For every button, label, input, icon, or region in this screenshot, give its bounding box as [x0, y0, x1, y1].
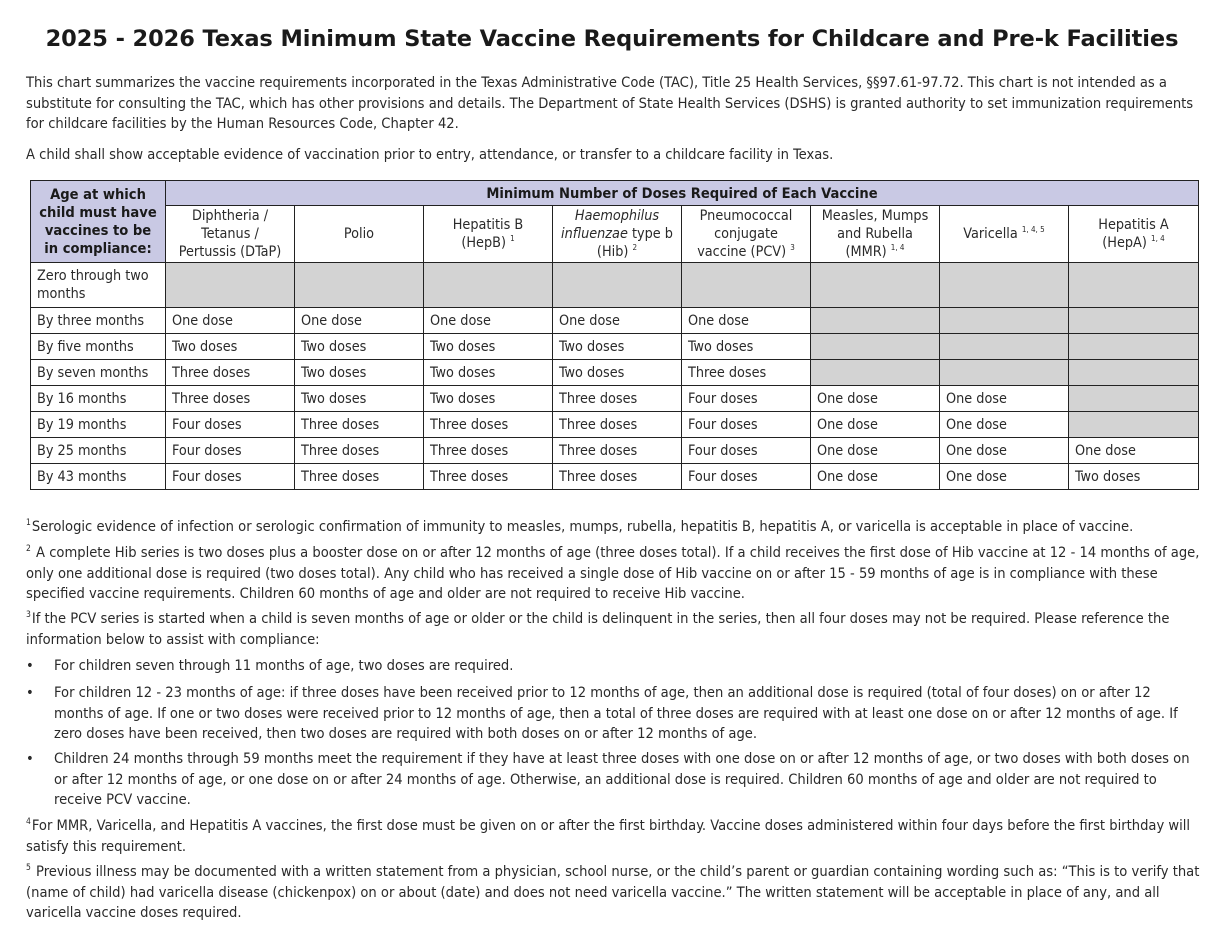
dose-cell: One dose — [940, 464, 1069, 490]
dose-cell: Three doses — [424, 412, 553, 438]
dose-cell: One dose — [166, 308, 295, 334]
footnote-text: For MMR, Varicella, and Hepatitis A vaccines, the first dose must be given on or after the first birthday. Vaccine doses administered within four days before the first birthday will satisfy this requirement. — [26, 817, 1191, 855]
footnote-number: 2 — [26, 544, 31, 555]
dose-cell: Four doses — [682, 386, 811, 412]
vaccine-header-hib — [553, 206, 682, 263]
vaccine-header-row — [31, 206, 1199, 263]
not-required-cell — [811, 308, 940, 334]
bullet-glyph: • — [26, 684, 34, 701]
dose-cell: Four doses — [682, 438, 811, 464]
dose-cell: Three doses — [553, 412, 682, 438]
dose-cell: Two doses — [295, 334, 424, 360]
dose-cell: Two doses — [166, 334, 295, 360]
dose-cell: One dose — [682, 308, 811, 334]
vaccine-header-hepb — [424, 206, 553, 263]
table-row — [31, 263, 1199, 308]
page-title: 2025 - 2026 Texas Minimum State Vaccine Requirements for Childcare and Pre-k Facilities — [45, 26, 1179, 52]
footnote-ref: 2 — [632, 243, 638, 253]
dose-cell: Three doses — [166, 360, 295, 386]
vaccine-header-pcv — [682, 206, 811, 263]
bullet-text: For children 12 - 23 months of age: if three doses have been received prior to 12 months of age, then an additional dose is required (total of four doses) on or after 12 months of age. If one or two doses were received prior to 12 months of age, then a total of three doses are required with at least one dose on or after 12 months of age. If zero doses have been received, then two doses are required with both doses on or after 12 months of age. — [54, 684, 1178, 742]
dose-cell: Three doses — [295, 438, 424, 464]
dose-cell: Three doses — [553, 464, 682, 490]
bullet-text: Children 24 months through 59 months meet the requirement if they have at least three doses with one dose on or after 12 months of age, or two doses with both doses on or after 12 months of age, or one dose on or after 24 months of age. Otherwise, an additional dose is required. Children 60 months of age and older are not required to receive PCV vaccine. — [54, 750, 1190, 808]
dose-cell: One dose — [940, 438, 1069, 464]
footnote-text: Serologic evidence of infection or serologic confirmation of immunity to measles, mumps, rubella, hepatitis B, hepatitis A, or varicella is acceptable in place of vaccine. — [31, 518, 1134, 535]
vaccine-label-italic: Haemophilus influenzae — [561, 208, 660, 242]
table-row — [31, 308, 1199, 334]
footnote-number: 1 — [26, 518, 31, 529]
dose-cell: Three doses — [166, 386, 295, 412]
vaccine-label: Measles, Mumps and Rubella (MMR) — [821, 208, 929, 260]
table-row — [31, 334, 1199, 360]
dose-cell: Three doses — [424, 464, 553, 490]
intro-paragraph-2: A child shall show acceptable evidence of vaccination prior to entry, attendance, or transfer to a childcare facility in Texas. — [26, 146, 834, 163]
dose-cell: Four doses — [166, 438, 295, 464]
age-cell: Zero through two months — [31, 263, 166, 308]
footnote-4 — [26, 816, 1204, 857]
not-required-cell — [1069, 360, 1199, 386]
not-required-cell — [1069, 386, 1199, 412]
age-cell: By five months — [31, 334, 166, 360]
footnote-number: 5 — [26, 863, 31, 874]
dose-cell: One dose — [811, 464, 940, 490]
dose-cell: One dose — [940, 412, 1069, 438]
not-required-cell — [1069, 308, 1199, 334]
age-cell: By 43 months — [31, 464, 166, 490]
vaccine-label: Polio — [343, 226, 375, 242]
dose-cell: Three doses — [424, 438, 553, 464]
dose-cell: One dose — [1069, 438, 1199, 464]
vaccine-label: Diphtheria / Tetanus / Pertussis (DTaP) — [178, 208, 282, 260]
dose-cell: One dose — [940, 386, 1069, 412]
table-row — [31, 360, 1199, 386]
vaccine-label: Pneumococcal conjugate vaccine (PCV) — [697, 208, 793, 260]
age-cell: By seven months — [31, 360, 166, 386]
footnote-number: 3 — [26, 610, 31, 621]
not-required-cell — [166, 263, 295, 308]
dose-cell: Four doses — [682, 412, 811, 438]
footnote-number: 4 — [26, 817, 31, 828]
dose-cell: One dose — [811, 438, 940, 464]
dose-cell: Two doses — [424, 360, 553, 386]
age-cell: By three months — [31, 308, 166, 334]
bullet-glyph: • — [26, 750, 34, 767]
not-required-cell — [940, 360, 1069, 386]
vaccine-requirements-table — [30, 180, 1199, 490]
not-required-cell — [811, 263, 940, 308]
dose-cell: Three doses — [553, 438, 682, 464]
dose-cell: Two doses — [682, 334, 811, 360]
vaccine-label: Hepatitis B (HepB) — [452, 217, 524, 251]
dose-cell: One dose — [811, 386, 940, 412]
footnote-text: A complete Hib series is two doses plus a booster dose on or after 12 months of age (three doses total). If a child receives the first dose of Hib vaccine at 12 - 14 months of age, only one additional dose is required (two doses total). Any child who has received a single dose of Hib vaccine on or after 15 - 59 months of age is in compliance with these specified vaccine requirements. Children 60 months of age and older are not required to receive Hib vaccine. — [26, 544, 1200, 602]
bullet-item — [26, 749, 1204, 811]
vaccine-header-polio — [295, 206, 424, 263]
footnote-5 — [26, 862, 1204, 924]
bullet-glyph: • — [26, 657, 34, 674]
dose-cell: Two doses — [553, 334, 682, 360]
bullet-item — [26, 683, 1204, 745]
dose-cell: Three doses — [682, 360, 811, 386]
not-required-cell — [940, 263, 1069, 308]
dose-cell: Two doses — [1069, 464, 1199, 490]
dose-cell: One dose — [553, 308, 682, 334]
not-required-cell — [811, 334, 940, 360]
not-required-cell — [295, 263, 424, 308]
age-cell: By 19 months — [31, 412, 166, 438]
dose-cell: One dose — [811, 412, 940, 438]
doses-header: Minimum Number of Doses Required of Each Vaccine — [166, 181, 1199, 206]
dose-cell: Four doses — [166, 464, 295, 490]
bullet-item — [26, 656, 1204, 677]
footnote-text: If the PCV series is started when a child is seven months of age or older or the child is delinquent in the series, then all four doses may not be required. Please reference the information below to assist with compliance: — [26, 610, 1170, 648]
table-row — [31, 412, 1199, 438]
age-cell: By 25 months — [31, 438, 166, 464]
footnote-ref: 1, 4, 5 — [1021, 225, 1045, 235]
vaccine-header-varicella — [940, 206, 1069, 263]
vaccine-header-dtap — [166, 206, 295, 263]
not-required-cell — [811, 360, 940, 386]
age-column-header: Age at which child must have vaccines to be in compliance: — [31, 181, 166, 263]
table-row — [31, 464, 1199, 490]
footnote-2 — [26, 543, 1204, 605]
vaccine-header-mmr — [811, 206, 940, 263]
dose-cell: Two doses — [295, 360, 424, 386]
vaccine-label: Hepatitis A (HepA) — [1098, 217, 1169, 251]
footnote-1 — [26, 517, 1204, 538]
table-row — [31, 386, 1199, 412]
not-required-cell — [553, 263, 682, 308]
not-required-cell — [682, 263, 811, 308]
footnote-text: Previous illness may be documented with a written statement from a physician, school nurse, or the child’s parent or guardian containing wording such as: “This is to verify that (name of child) had varicella disease (chickenpox) on or about (date) and does not need varicella vaccine.” The written statement will be acceptable in place of any, and all varicella vaccine doses required. — [26, 863, 1200, 921]
not-required-cell — [424, 263, 553, 308]
dose-cell: Three doses — [295, 412, 424, 438]
footnote-ref: 1, 4 — [1150, 234, 1165, 244]
vaccine-label: type b (Hib) — [596, 226, 673, 260]
dose-cell: Two doses — [553, 360, 682, 386]
dose-cell: Two doses — [295, 386, 424, 412]
dose-cell: Three doses — [295, 464, 424, 490]
footnote-ref: 1, 4 — [890, 243, 905, 253]
dose-cell: Three doses — [553, 386, 682, 412]
age-cell: By 16 months — [31, 386, 166, 412]
not-required-cell — [940, 334, 1069, 360]
table-body — [31, 263, 1199, 490]
dose-cell: One dose — [424, 308, 553, 334]
vaccine-header-hepa — [1069, 206, 1199, 263]
intro-paragraph: This chart summarizes the vaccine requirements incorporated in the Texas Administrative Code (TAC), Title 25 Health Services, §§97.61-97.72. This chart is not intended as a substitute for consulting the TAC, which has other provisions and details. The Department of State Health Services (DSHS) is granted authority to set immunization requirements for childcare facilities by the Human Resources Code, Chapter 42. — [26, 74, 1194, 132]
dose-cell: Four doses — [166, 412, 295, 438]
footnote-ref: 3 — [790, 243, 795, 253]
dose-cell: Four doses — [682, 464, 811, 490]
footnote-3 — [26, 609, 1204, 650]
not-required-cell — [1069, 334, 1199, 360]
not-required-cell — [940, 308, 1069, 334]
table-row — [31, 438, 1199, 464]
vaccine-label: Varicella — [963, 226, 1018, 242]
dose-cell: Two doses — [424, 334, 553, 360]
not-required-cell — [1069, 412, 1199, 438]
bullet-text: For children seven through 11 months of age, two doses are required. — [54, 657, 514, 674]
footnote-ref: 1 — [510, 234, 515, 244]
dose-cell: One dose — [295, 308, 424, 334]
not-required-cell — [1069, 263, 1199, 308]
dose-cell: Two doses — [424, 386, 553, 412]
